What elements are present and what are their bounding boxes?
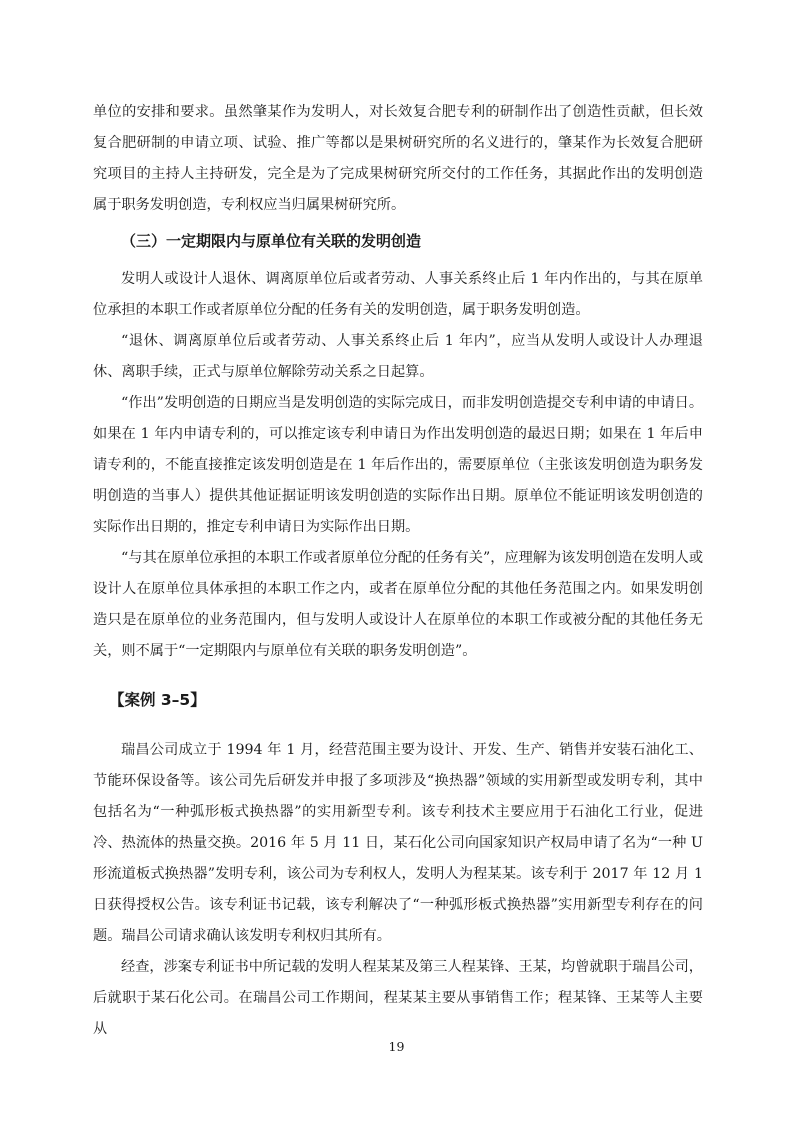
section-body (93, 264, 703, 667)
case-title: 【案例 3–5】 (109, 691, 206, 709)
continued-paragraph: 单位的安排和要求。虽然肇某作为发明人，对长效复合肥专利的研制作出了创造性贡献，但长效复合肥研制的申请立项、试验、推广等都以是果树研究所的名义进行的，肇某作为长效复合肥研究项目的主持人主持研发，完全是为了完成果树研究所交付的工作任务，其据此作出的发明创造属于职务发明创造，专利权应当归属果树研究所。 (93, 104, 703, 213)
case-paragraph-1: 瑞昌公司成立于 1994 年 1 月，经营范围主要为设计、开发、生产、销售并安装石油化工、节能环保设备等。该公司先后研发并申报了多项涉及“换热器”领域的实用新型或发明专利，其中包括名为“一种弧形板式换热器”的实用新型专利。该专利技术主要应用于石油化工行业，促进冷、热流体的热量交换。2016 年 5 月 11 日，某石化公司向国家知识产权局申请了名为“一种 U 形流道板式换热器”发明专利，该公司为专利权人，发明人为程某某。该专利于 2017 年 12 月 1 日获得授权公告。该专利证书记载，该专利解决了“一种弧形板式换热器”实用新型专利存在的问题。瑞昌公司请求确认该发明专利权归其所有。 (93, 742, 703, 944)
case-paragraph-2: 经查，涉案专利证书中所记载的发明人程某某及第三人程某锋、王某，均曾就职于瑞昌公司，后就职于某石化公司。在瑞昌公司工作期间，程某某主要从事销售工作；程某锋、王某等人主要从 (93, 959, 703, 1037)
section-heading: （三）一定期限内与原单位有关联的发明创造 (121, 232, 422, 250)
section-paragraph-3: “作出”发明创造的日期应当是发明创造的实际完成日，而非发明创造提交专利申请的申请日。如果在 1 年内申请专利的，可以推定该专利申请日为作出发明创造的最迟日期；如果在 1 年后申请专利的，不能直接推定该发明创造是在 1 年后作出的，需要原单位（主张该发明创造为职务发明创造的当事人）提供其他证据证明该发明创造的实际作出日期。原单位不能证明该发明创造的实际作出日期的，推定专利申请日为实际作出日期。 (93, 395, 704, 535)
section-paragraph-1: 发明人或设计人退休、调离原单位后或者劳动、人事关系终止后 1 年内作出的，与其在原单位承担的本职工作或者原单位分配的任务有关的发明创造，属于职务发明创造。 (93, 271, 703, 318)
page-number: 19 (388, 1039, 405, 1054)
case-body (93, 735, 703, 1045)
section-paragraph-4: “与其在原单位承担的本职工作或者原单位分配的任务有关”，应理解为该发明创造在发明人或设计人在原单位具体承担的本职工作之内，或者在原单位分配的其他任务范围之内。如果发明创造只是在原单位的业务范围内，但与发明人或设计人在原单位的本职工作或被分配的其他任务无关，则不属于“一定期限内与原单位有关联的职务发明创造”。 (93, 550, 704, 659)
text-block-top (93, 97, 703, 221)
section-paragraph-2: “退休、调离原单位后或者劳动、人事关系终止后 1 年内”，应当从发明人或设计人办理退休、离职手续，正式与原单位解除劳动关系之日起算。 (93, 333, 703, 380)
